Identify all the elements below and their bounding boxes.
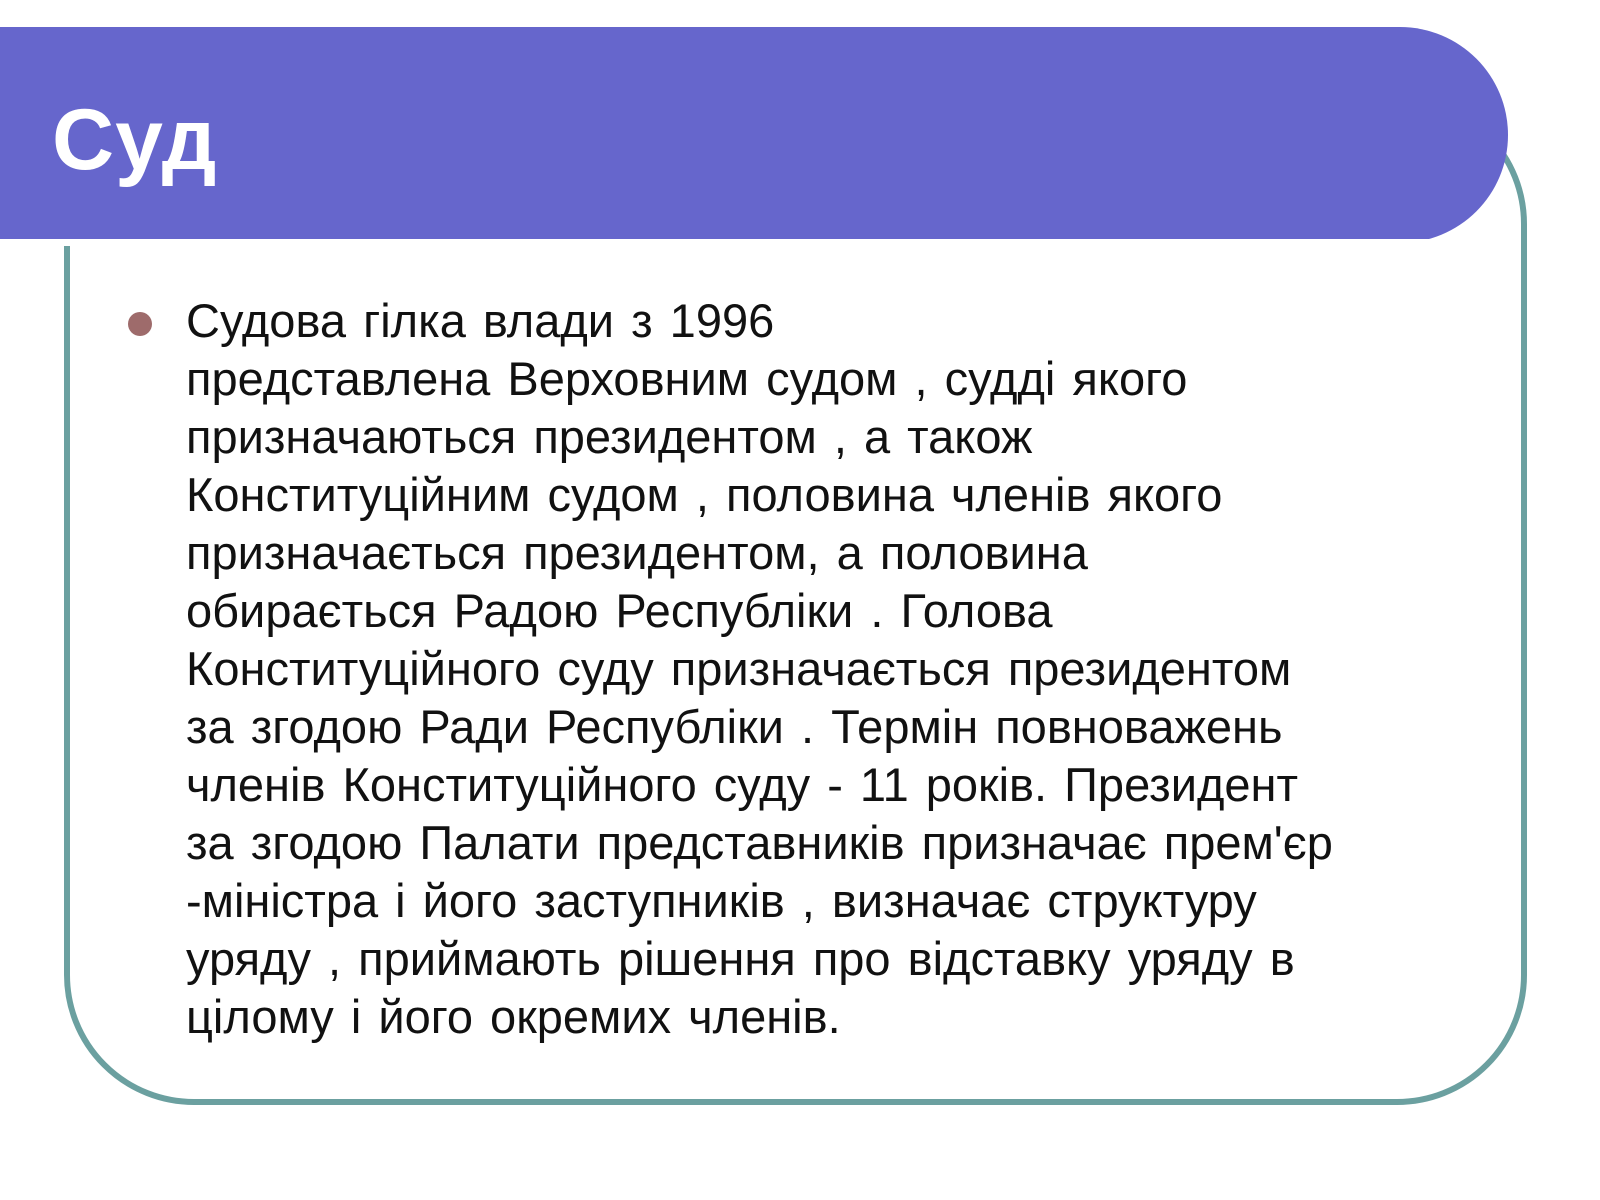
bullet-text-line: членів Конституційного суду - 11 років. Президент xyxy=(186,758,1299,811)
bullet-text-line: призначається президентом, а половина xyxy=(186,526,1088,579)
bullet-text-line: за згодою Ради Республіки . Термін повноважень xyxy=(186,700,1283,753)
title-banner xyxy=(0,27,1508,243)
bullet-text-line: -міністра і його заступників , визначає структуру xyxy=(186,874,1257,927)
bullet-list xyxy=(122,292,1502,1046)
bullet-text-line: обирається Радою Республіки . Голова xyxy=(186,584,1053,637)
bullet-dot-icon xyxy=(128,312,152,336)
bullet-text-line: цілому і його окремих членів. xyxy=(186,990,841,1043)
bullet-text-line: за згодою Палати представників призначає прем'єр xyxy=(186,816,1333,869)
bullet-text-line: представлена Верховним судом , судді якого xyxy=(186,352,1188,405)
bullet-text-line: уряду , приймають рішення про відставку уряду в xyxy=(186,932,1295,985)
bullet-text-line: Конституційного суду призначається президентом xyxy=(186,642,1292,695)
bullet-text-line: Судова гілка влади з 1996 xyxy=(186,294,775,347)
slide-title: Суд xyxy=(52,92,218,188)
bullet-item xyxy=(122,292,1502,1046)
title-underline xyxy=(0,239,1432,246)
bullet-text-line: Конституційним судом , половина членів якого xyxy=(186,468,1223,521)
bullet-text-line: призначаються президентом , а також xyxy=(186,410,1033,463)
